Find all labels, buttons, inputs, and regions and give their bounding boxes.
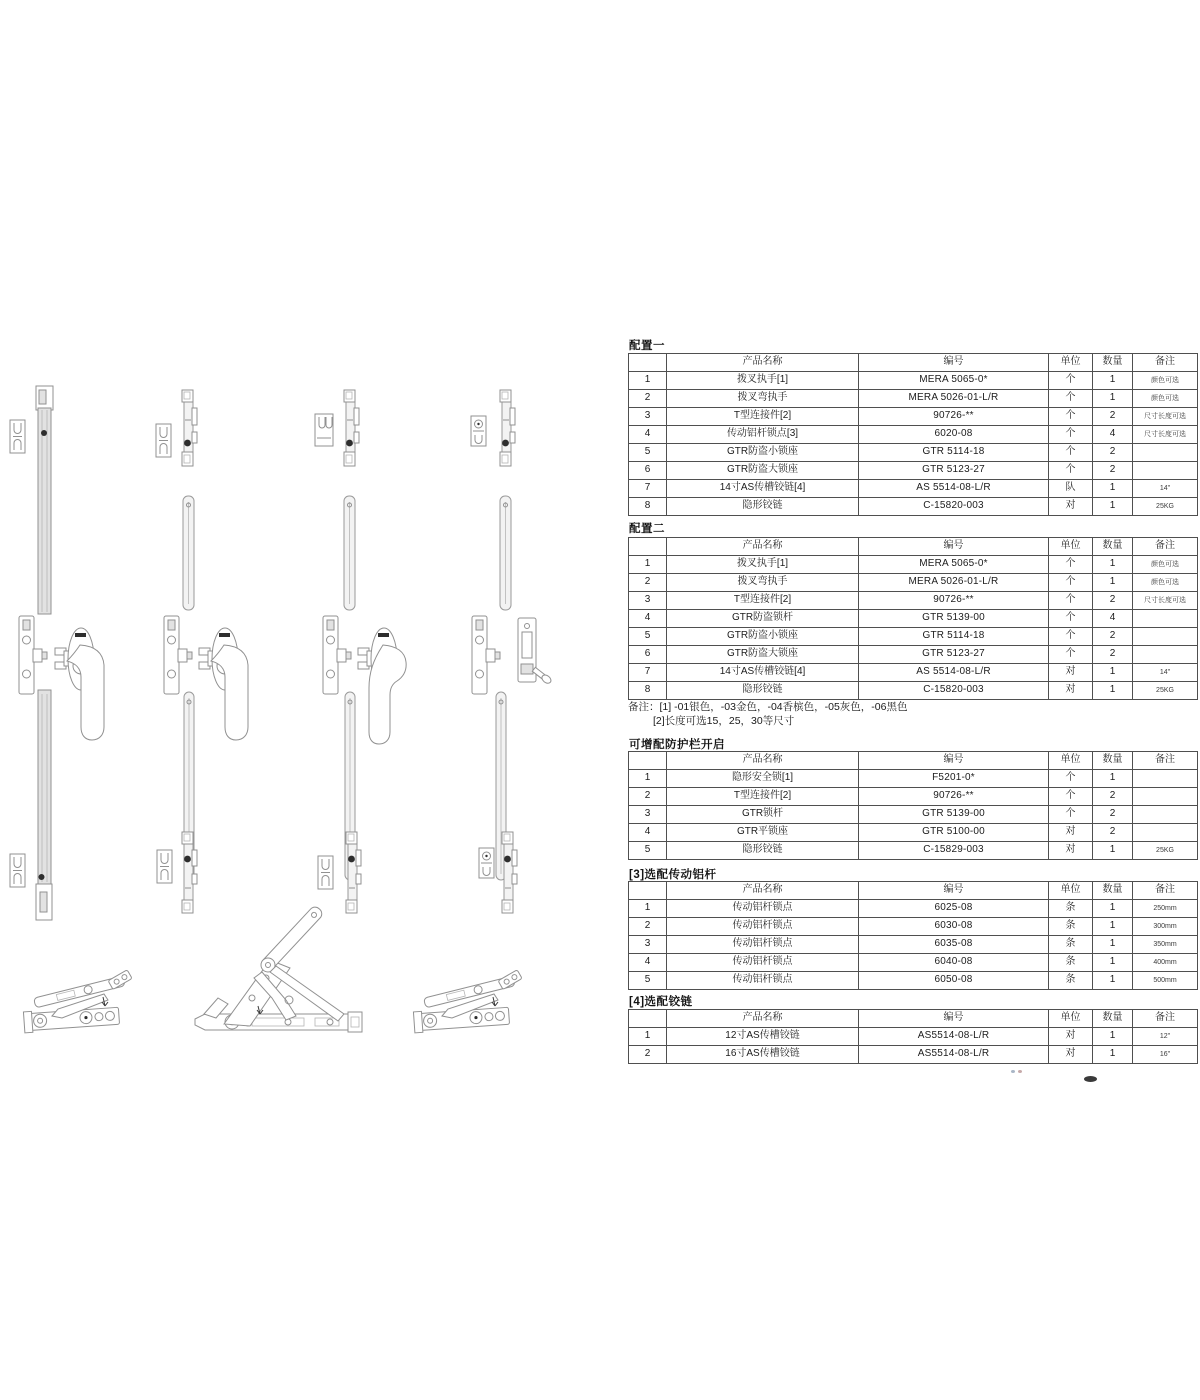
cell: 250mm <box>1133 900 1198 918</box>
cell: GTR 5139-00 <box>859 610 1049 628</box>
cell: 6 <box>629 462 667 480</box>
cell: 对 <box>1049 1046 1093 1064</box>
cell: 12" <box>1133 1028 1198 1046</box>
cell: MERA 5065-0* <box>859 372 1049 390</box>
cell: 16寸AS传槽铰链 <box>667 1046 859 1064</box>
cell: 1 <box>1093 900 1133 918</box>
cell: 25KG <box>1133 498 1198 516</box>
cell: 14寸AS传槽铰链[4] <box>667 480 859 498</box>
cell: 16" <box>1133 1046 1198 1064</box>
cell: 1 <box>1093 936 1133 954</box>
cell: 4 <box>1093 426 1133 444</box>
cell: 5 <box>629 972 667 990</box>
table-row <box>629 408 1198 426</box>
table-row <box>629 806 1198 824</box>
section-title-optional-hinges: [4]选配铰链 <box>629 996 693 1008</box>
cell: 个 <box>1049 390 1093 408</box>
cell: 4 <box>629 610 667 628</box>
cell: GTR防盗锁杆 <box>667 610 859 628</box>
table-row <box>629 444 1198 462</box>
assembly-column-1 <box>10 386 104 920</box>
cell: 个 <box>1049 372 1093 390</box>
cell <box>1133 628 1198 646</box>
table-row <box>629 574 1198 592</box>
cell: C-15820-003 <box>859 682 1049 700</box>
cell: 隐形安全锁[1] <box>667 770 859 788</box>
cell: 300mm <box>1133 918 1198 936</box>
column-header: 编号 <box>859 538 1049 556</box>
cell: 1 <box>1093 918 1133 936</box>
cell: 2 <box>1093 788 1133 806</box>
cell: 拨叉弯执手 <box>667 574 859 592</box>
column-header: 产品名称 <box>667 882 859 900</box>
column-header: 数量 <box>1093 354 1133 372</box>
cell: 6040-08 <box>859 954 1049 972</box>
column-header <box>629 752 667 770</box>
parts-table-config-1 <box>628 353 1198 516</box>
footnotes <box>628 701 907 728</box>
cell: 2 <box>629 574 667 592</box>
cell: 7 <box>629 664 667 682</box>
cell: 6035-08 <box>859 936 1049 954</box>
table-row <box>629 788 1198 806</box>
cell: T型连接件[2] <box>667 592 859 610</box>
column-header: 产品名称 <box>667 1010 859 1028</box>
table-row <box>629 682 1198 700</box>
cell: 1 <box>629 770 667 788</box>
cell: 4 <box>629 954 667 972</box>
cell: 1 <box>1093 770 1133 788</box>
cell: 对 <box>1049 682 1093 700</box>
column-header: 备注 <box>1133 1010 1198 1028</box>
cell: 条 <box>1049 936 1093 954</box>
column-header <box>629 882 667 900</box>
column-header: 产品名称 <box>667 752 859 770</box>
cell: C-15829-003 <box>859 842 1049 860</box>
table-row <box>629 1028 1198 1046</box>
section-title-guard-rail: 可增配防护栏开启 <box>629 739 725 751</box>
cell: GTR 5100-00 <box>859 824 1049 842</box>
column-header: 数量 <box>1093 1010 1133 1028</box>
cell: 传动铝杆锁点 <box>667 954 859 972</box>
cell: 2 <box>1093 824 1133 842</box>
cell: 2 <box>629 1046 667 1064</box>
cell: 500mm <box>1133 972 1198 990</box>
cell: 个 <box>1049 610 1093 628</box>
cell <box>1133 824 1198 842</box>
column-header: 数量 <box>1093 752 1133 770</box>
column-header: 数量 <box>1093 882 1133 900</box>
cell: 2 <box>1093 462 1133 480</box>
window-handle-cranked <box>358 628 406 744</box>
cell: 隐形铰链 <box>667 682 859 700</box>
section-title-optional-rods: [3]选配传动铝杆 <box>629 869 717 881</box>
cell: GTR 5114-18 <box>859 628 1049 646</box>
cell: 对 <box>1049 498 1093 516</box>
cell: 1 <box>1093 1046 1133 1064</box>
assembly-column-2 <box>156 390 248 913</box>
cell: 对 <box>1049 1028 1093 1046</box>
cell: 条 <box>1049 954 1093 972</box>
cell <box>1133 610 1198 628</box>
column-header: 单位 <box>1049 354 1093 372</box>
column-header: 备注 <box>1133 752 1198 770</box>
cell: GTR防盗大锁座 <box>667 462 859 480</box>
cell: 12寸AS传槽铰链 <box>667 1028 859 1046</box>
table-row <box>629 824 1198 842</box>
cell: 拨叉执手[1] <box>667 372 859 390</box>
table-row <box>629 390 1198 408</box>
cell: 个 <box>1049 574 1093 592</box>
table-row <box>629 480 1198 498</box>
table-row <box>629 556 1198 574</box>
cell: T型连接件[2] <box>667 788 859 806</box>
cell: 颜色可选 <box>1133 574 1198 592</box>
cell: 1 <box>1093 842 1133 860</box>
cell: 个 <box>1049 408 1093 426</box>
cell: 1 <box>1093 372 1133 390</box>
hardware-diagram <box>0 378 580 1070</box>
cell: 3 <box>629 936 667 954</box>
cell: 传动铝杆锁点 <box>667 900 859 918</box>
cell: 4 <box>629 824 667 842</box>
cell: 7 <box>629 480 667 498</box>
cell: 25KG <box>1133 682 1198 700</box>
cell: 隐形铰链 <box>667 842 859 860</box>
cell: 1 <box>1093 1028 1133 1046</box>
cell: 2 <box>629 788 667 806</box>
cell: 5 <box>629 628 667 646</box>
cell: GTR防盗小锁座 <box>667 444 859 462</box>
column-header: 备注 <box>1133 882 1198 900</box>
cell: 25KG <box>1133 842 1198 860</box>
cell: 条 <box>1049 918 1093 936</box>
cell: 拨叉弯执手 <box>667 390 859 408</box>
parts-table-optional-rods <box>628 881 1198 990</box>
cell: 3 <box>629 592 667 610</box>
cell: 尺寸长度可选 <box>1133 426 1198 444</box>
drive-rod <box>36 386 53 614</box>
cell: 350mm <box>1133 936 1198 954</box>
column-header: 数量 <box>1093 538 1133 556</box>
cell: 个 <box>1049 646 1093 664</box>
cell: 1 <box>1093 390 1133 408</box>
column-header <box>629 538 667 556</box>
cell: 条 <box>1049 900 1093 918</box>
cell: GTR 5114-18 <box>859 444 1049 462</box>
cell: 2 <box>1093 646 1133 664</box>
cell: 2 <box>629 390 667 408</box>
table-row <box>629 918 1198 936</box>
cell: AS 5514-08-L/R <box>859 480 1049 498</box>
cell: 对 <box>1049 824 1093 842</box>
column-header: 单位 <box>1049 882 1093 900</box>
cell: 个 <box>1049 444 1093 462</box>
cell: 1 <box>629 900 667 918</box>
cell: 2 <box>1093 408 1133 426</box>
column-header: 单位 <box>1049 752 1093 770</box>
print-artifact <box>1018 1070 1022 1073</box>
cell: MERA 5065-0* <box>859 556 1049 574</box>
column-header: 备注 <box>1133 354 1198 372</box>
cell: 6 <box>629 646 667 664</box>
friction-hinge-right <box>413 970 522 1033</box>
cell: 90726-** <box>859 408 1049 426</box>
table-row <box>629 628 1198 646</box>
cell: GTR防盗大锁座 <box>667 646 859 664</box>
cell: 400mm <box>1133 954 1198 972</box>
cell: 拨叉执手[1] <box>667 556 859 574</box>
cell: AS 5514-08-L/R <box>859 664 1049 682</box>
column-header: 单位 <box>1049 1010 1093 1028</box>
table-row <box>629 1046 1198 1064</box>
table-row <box>629 462 1198 480</box>
cell: GTR锁杆 <box>667 806 859 824</box>
cell: 颜色可选 <box>1133 390 1198 408</box>
table-row <box>629 842 1198 860</box>
cell: 1 <box>1093 954 1133 972</box>
cell: 传动铝杆锁点 <box>667 918 859 936</box>
cell <box>1133 462 1198 480</box>
cell: 1 <box>1093 480 1133 498</box>
parts-table-config-2 <box>628 537 1198 700</box>
friction-hinge-left <box>23 970 132 1033</box>
cell: 90726-** <box>859 592 1049 610</box>
cell: 5 <box>629 444 667 462</box>
cell <box>1133 646 1198 664</box>
cell: 5 <box>629 842 667 860</box>
cell: 个 <box>1049 556 1093 574</box>
cell: 3 <box>629 408 667 426</box>
table-row <box>629 770 1198 788</box>
cell: 6020-08 <box>859 426 1049 444</box>
cell: 1 <box>1093 498 1133 516</box>
cell <box>1133 806 1198 824</box>
cell: 8 <box>629 498 667 516</box>
cell <box>1133 770 1198 788</box>
table-row <box>629 592 1198 610</box>
cell: GTR防盗小锁座 <box>667 628 859 646</box>
table-row <box>629 954 1198 972</box>
print-artifact <box>1084 1076 1097 1082</box>
cell: 14寸AS传槽铰链[4] <box>667 664 859 682</box>
cell: 传动铝杆锁点 <box>667 936 859 954</box>
cell: 14" <box>1133 480 1198 498</box>
cell: GTR 5123-27 <box>859 646 1049 664</box>
cell: GTR 5139-00 <box>859 806 1049 824</box>
cell: 2 <box>629 918 667 936</box>
cell <box>1133 788 1198 806</box>
cell: MERA 5026-01-L/R <box>859 574 1049 592</box>
cell: 2 <box>1093 592 1133 610</box>
parts-table-guard-rail <box>628 751 1198 860</box>
cell: 2 <box>1093 444 1133 462</box>
cell: 个 <box>1049 770 1093 788</box>
cell: 尺寸长度可选 <box>1133 592 1198 610</box>
cell: 8 <box>629 682 667 700</box>
table-row <box>629 498 1198 516</box>
table-row <box>629 900 1198 918</box>
table-row <box>629 936 1198 954</box>
cell: 1 <box>629 556 667 574</box>
cell <box>1133 444 1198 462</box>
cell: 6025-08 <box>859 900 1049 918</box>
table-row <box>629 610 1198 628</box>
cell: AS5514-08-L/R <box>859 1046 1049 1064</box>
cell: 4 <box>1093 610 1133 628</box>
cell: GTR平锁座 <box>667 824 859 842</box>
cell: 个 <box>1049 426 1093 444</box>
cell: 条 <box>1049 972 1093 990</box>
cell: 1 <box>1093 972 1133 990</box>
cell: 1 <box>629 372 667 390</box>
column-header: 编号 <box>859 882 1049 900</box>
cell: 2 <box>1093 806 1133 824</box>
column-header <box>629 354 667 372</box>
parts-table-optional-hinges <box>628 1009 1198 1064</box>
cell: 颜色可选 <box>1133 372 1198 390</box>
cell: 6030-08 <box>859 918 1049 936</box>
column-header: 备注 <box>1133 538 1198 556</box>
cell: 1 <box>629 1028 667 1046</box>
cell: 尺寸长度可选 <box>1133 408 1198 426</box>
column-header: 编号 <box>859 1010 1049 1028</box>
column-header: 编号 <box>859 752 1049 770</box>
cell: 2 <box>1093 628 1133 646</box>
cell: GTR 5123-27 <box>859 462 1049 480</box>
table-row <box>629 372 1198 390</box>
cell: 队 <box>1049 480 1093 498</box>
cell: 1 <box>1093 556 1133 574</box>
column-header <box>629 1010 667 1028</box>
cell: 对 <box>1049 664 1093 682</box>
assembly-column-4 <box>471 390 553 913</box>
cell: 6050-08 <box>859 972 1049 990</box>
cell: 1 <box>1093 664 1133 682</box>
column-header: 编号 <box>859 354 1049 372</box>
cell: 4 <box>629 426 667 444</box>
column-header: 产品名称 <box>667 354 859 372</box>
section-title-config-1: 配置一 <box>629 340 665 352</box>
table-row <box>629 426 1198 444</box>
mounting-bracket-icon <box>315 414 333 446</box>
table-row <box>629 646 1198 664</box>
cell: 颜色可选 <box>1133 556 1198 574</box>
security-lock-body <box>518 618 553 685</box>
cell: 个 <box>1049 592 1093 610</box>
cell: 个 <box>1049 788 1093 806</box>
cell: 传动铝杆锁点 <box>667 972 859 990</box>
cell: 对 <box>1049 842 1093 860</box>
cell: 3 <box>629 806 667 824</box>
cell: 14" <box>1133 664 1198 682</box>
cell: 个 <box>1049 806 1093 824</box>
footnote-lengths: [2]长度可选15，25，30等尺寸 <box>653 714 795 727</box>
cell: 个 <box>1049 462 1093 480</box>
cell: T型连接件[2] <box>667 408 859 426</box>
cell: MERA 5026-01-L/R <box>859 390 1049 408</box>
column-header: 产品名称 <box>667 538 859 556</box>
column-header: 单位 <box>1049 538 1093 556</box>
table-row <box>629 664 1198 682</box>
cell: 90726-** <box>859 788 1049 806</box>
cell: F5201-0* <box>859 770 1049 788</box>
footnote-colors: 备注：[1] -01银色，-03金色，-04香槟色，-05灰色，-06黑色 <box>628 701 908 713</box>
cell: 隐形铰链 <box>667 498 859 516</box>
cell: 个 <box>1049 628 1093 646</box>
cell: 传动铝杆锁点[3] <box>667 426 859 444</box>
cell: C-15820-003 <box>859 498 1049 516</box>
section-title-config-2: 配置二 <box>629 523 665 535</box>
assembly-column-3 <box>315 390 406 913</box>
table-row <box>629 972 1198 990</box>
cell: 1 <box>1093 574 1133 592</box>
drive-rod <box>36 690 52 920</box>
print-artifact <box>1011 1070 1015 1073</box>
cell: 1 <box>1093 682 1133 700</box>
cell: AS5514-08-L/R <box>859 1028 1049 1046</box>
friction-hinge-open <box>195 905 362 1032</box>
